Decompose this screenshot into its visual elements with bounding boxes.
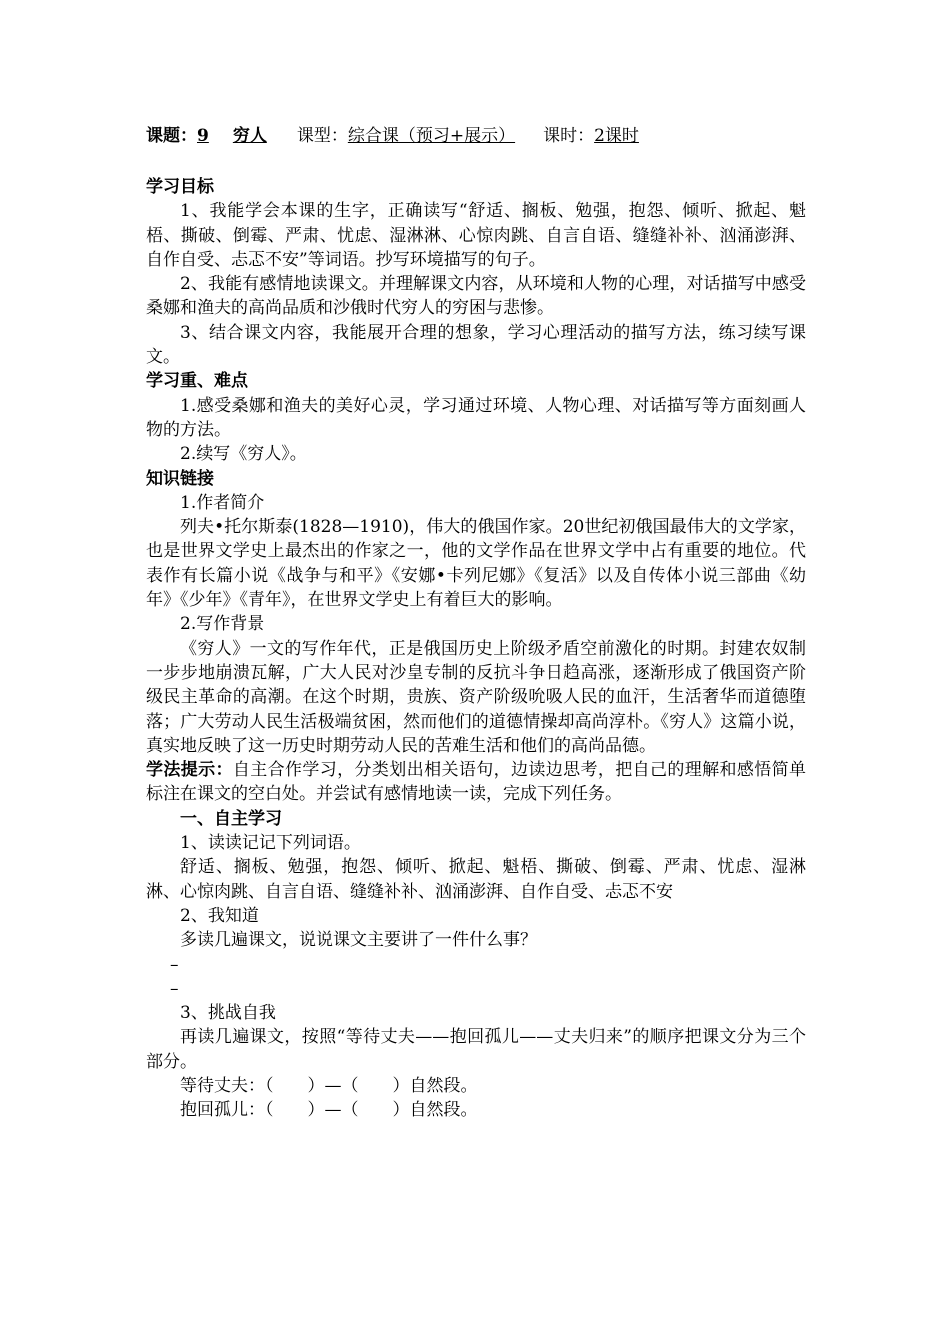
- method-text: 自主合作学习，分类划出相关语句，边读边思考，把自己的理解和感悟简单标注在课文的空白处。并尝试有感情地读一读，完成下列任务。: [146, 760, 807, 805]
- key-point-item: 1.感受桑娜和渔夫的美好心灵，学习通过环境、人物心理、对话描写等方面刻画人物的方法。: [146, 395, 806, 440]
- method-tip: [146, 758, 806, 807]
- goal-item: 3、结合课文内容，我能展开合理的想象，学习心理活动的描写方法，练习续写课文。: [146, 322, 806, 368]
- lesson-header: [146, 124, 806, 148]
- hours-label: 课时：: [543, 126, 595, 146]
- method-label: 学法提示：: [146, 760, 233, 781]
- task1-title: 1、读读记记下列词语。: [180, 833, 361, 854]
- lesson-title: 穷人: [232, 126, 267, 146]
- task1-words: 舒适、搁板、勉强，抱怨、倾听、掀起、魁梧、撕破、倒霉、严肃、忧虑、湿淋淋、心惊肉跳、自言自语、缝缝补补、汹涌澎湃、自作自受、忐忑不安: [146, 857, 806, 902]
- author-heading: 1.作者简介: [180, 492, 265, 513]
- answer-line: –: [170, 978, 179, 999]
- goals-heading: 学习目标: [146, 177, 214, 197]
- background-heading: 2.写作背景: [180, 614, 265, 635]
- key-points-heading: 学习重、难点: [146, 371, 248, 392]
- lesson-hours: 2课时: [594, 126, 639, 146]
- self-study-heading: 一、自主学习: [180, 808, 282, 829]
- lesson-type: 综合课（预习+展示）: [347, 126, 516, 146]
- background-text: 《穷人》一文的写作年代，正是俄国历史上阶级矛盾空前激化的时期。封建农奴制一步步地崩溃瓦解，广大人民对沙皇专制的反抗斗争日趋高涨，逐渐形成了俄国资产阶级民主革命的高潮。在这个时期，贵族、资产阶级吮吸人民的血汗，生活奢华而道德堕落；广大劳动人民生活极端贫困，然而他们的道德情操却高尚淳朴。《穷人》这篇小说，真实地反映了这一历史时期劳动人民的苦难生活和他们的高尚品德。: [146, 638, 806, 756]
- lesson-number: 9: [197, 126, 209, 146]
- type-label: 课型：: [296, 126, 348, 146]
- goal-item: 1、我能学会本课的生字，正确读写“舒适、搁板、勉强，抱怨、倾听、掀起、魁梧、撕破、倒霉、严肃、忧虑、湿淋淋、心惊肉跳、自言自语、缝缝补补、汹涌澎湃、自作自受、忐忑不安”等词语。抄写环境描写的句子。: [146, 201, 806, 270]
- lesson-label: 课题：: [146, 126, 197, 146]
- section-row: 等待丈夫：（ ）—（ ）自然段。: [180, 1075, 478, 1096]
- author-text: 列夫•托尔斯泰(1828—1910)，伟大的俄国作家。20世纪初俄国最伟大的文学家，也是世界文学史上最杰出的作家之一，他的文学作品在世界文学中占有重要的地位。代表作有长篇小说《战争与和平》《安娜•卡列尼娜》《复活》以及自传体小说三部曲《幼年》《少年》《青年》，在世界文学史上有着巨大的影响。: [146, 517, 806, 611]
- task2-title: 2、我知道: [180, 905, 259, 926]
- knowledge-heading: 知识链接: [146, 468, 214, 489]
- section-row: 抱回孤儿：（ ）—（ ）自然段。: [180, 1100, 478, 1121]
- answer-line: –: [170, 954, 179, 975]
- document-page: [146, 124, 806, 1123]
- task2-question: 多读几遍课文，说说课文主要讲了一件什么事？: [180, 930, 537, 951]
- task3-title: 3、挑战自我: [180, 1003, 276, 1024]
- goal-item: 2、我能有感情地读课文。并理解课文内容，从环境和人物的心理，对话描写中感受桑娜和渔夫的高尚品质和沙俄时代穷人的穷困与悲惨。: [146, 274, 806, 319]
- task3-text: 再读几遍课文，按照“等待丈夫——抱回孤儿——丈夫归来”的顺序把课文分为三个部分。: [146, 1027, 806, 1072]
- key-point-item: 2.续写《穷人》。: [180, 444, 307, 465]
